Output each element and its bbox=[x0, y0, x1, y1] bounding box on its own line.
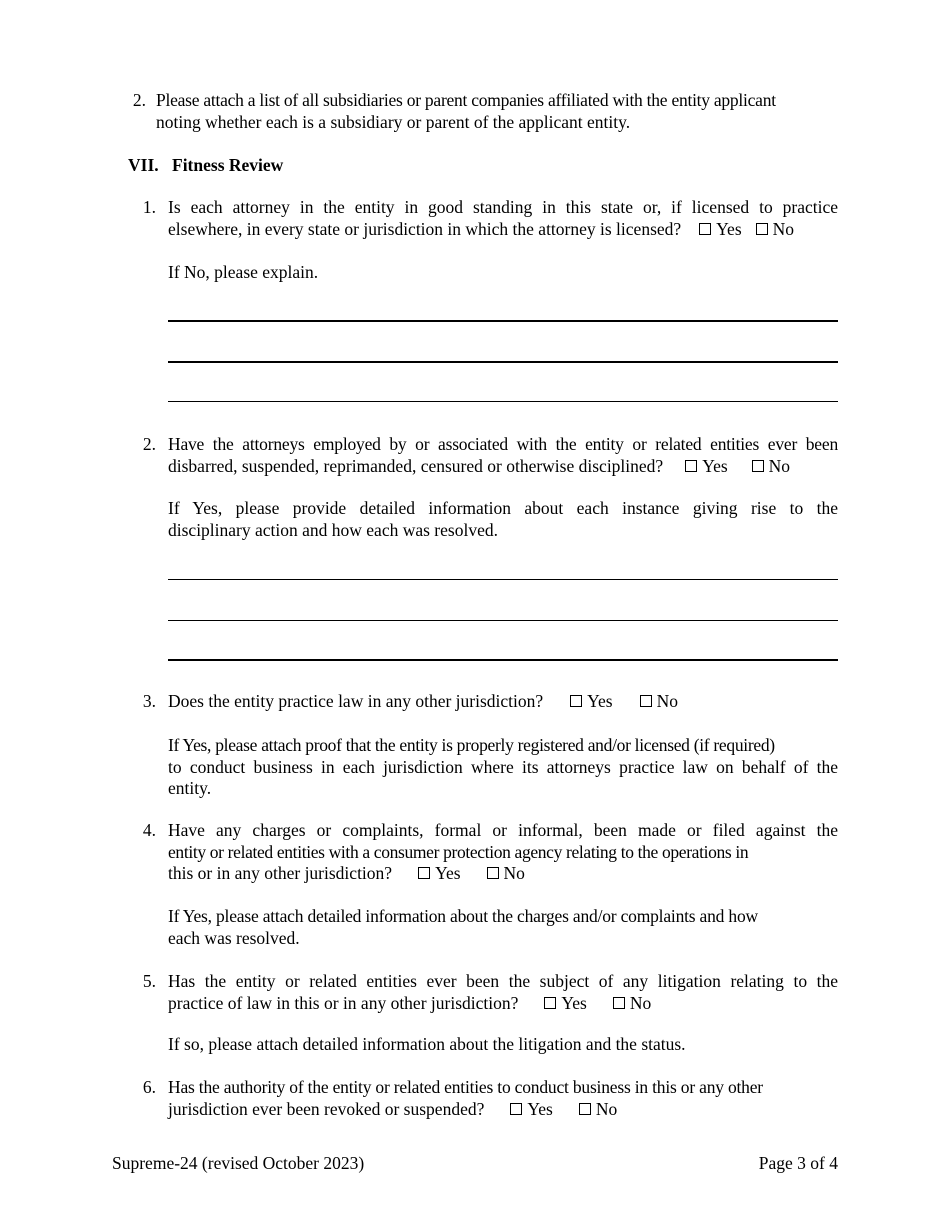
followup-line: If Yes, please provide detailed information about each instance giving rise to the bbox=[168, 498, 838, 518]
followup-line: entity. bbox=[168, 778, 212, 798]
question-number: 6. bbox=[142, 1077, 156, 1097]
yes-label: Yes bbox=[561, 992, 587, 1013]
yes-label: Yes bbox=[587, 691, 613, 711]
question-line: entity or related entities with a consumer protection agency relating to the operations in bbox=[168, 841, 749, 862]
question-line: Have the attorneys employed by or associated with the entity or related entities ever been bbox=[168, 434, 838, 454]
page-number: Page 3 of 4 bbox=[758, 1153, 838, 1173]
followup-text bbox=[168, 735, 838, 800]
answer-line[interactable] bbox=[168, 361, 838, 363]
form-identifier: Supreme-24 (revised October 2023) bbox=[112, 1153, 365, 1173]
question-line-text: Does the entity practice law in any other jurisdiction? bbox=[168, 691, 544, 711]
no-label: No bbox=[629, 992, 652, 1013]
no-label: No bbox=[595, 1098, 618, 1119]
question-line-text: practice of law in this or in any other jurisdiction? bbox=[168, 992, 519, 1013]
answer-line[interactable] bbox=[168, 320, 838, 322]
no-label: No bbox=[656, 691, 679, 711]
followup-text: If so, please attach detailed information about the litigation and the status. bbox=[168, 1034, 686, 1054]
section-numeral: VII. bbox=[128, 155, 159, 175]
question-2 bbox=[168, 434, 838, 477]
question-3 bbox=[168, 691, 838, 713]
question-line-text: this or in any other jurisdiction? bbox=[168, 863, 393, 883]
answer-line[interactable] bbox=[168, 620, 838, 621]
question-line-text: disbarred, suspended, reprimanded, censured or otherwise disciplined? bbox=[168, 455, 664, 476]
no-label: No bbox=[772, 218, 795, 239]
text-line: Please attach a list of all subsidiaries or parent companies affiliated with the entity applicant bbox=[156, 90, 776, 110]
yes-label: Yes bbox=[702, 455, 728, 476]
followup-line: each was resolved. bbox=[168, 927, 300, 948]
question-number: 5. bbox=[142, 971, 156, 991]
question-6 bbox=[168, 1077, 838, 1120]
question-line: Has the entity or related entities ever been the subject of any litigation relating to the bbox=[168, 971, 838, 991]
no-checkbox[interactable] bbox=[579, 1103, 591, 1115]
answer-line[interactable] bbox=[168, 579, 838, 580]
answer-line[interactable] bbox=[168, 659, 838, 661]
followup-text bbox=[168, 498, 838, 541]
question-number: 3. bbox=[142, 691, 156, 711]
yes-checkbox[interactable] bbox=[510, 1103, 522, 1115]
question-line bbox=[168, 1099, 838, 1121]
question-line bbox=[168, 863, 838, 885]
followup-line: If Yes, please attach detailed information about the charges and/or complaints and how bbox=[168, 906, 758, 926]
item-number: 2. bbox=[132, 90, 146, 110]
no-checkbox[interactable] bbox=[640, 695, 652, 707]
question-number: 4. bbox=[142, 820, 156, 840]
question-line bbox=[168, 456, 838, 478]
no-checkbox[interactable] bbox=[756, 223, 768, 235]
yes-checkbox[interactable] bbox=[685, 460, 697, 472]
followup-text: If No, please explain. bbox=[168, 262, 319, 282]
question-line bbox=[168, 219, 838, 241]
text-line: noting whether each is a subsidiary or parent of the applicant entity. bbox=[156, 111, 631, 132]
question-number: 1. bbox=[142, 197, 156, 217]
followup-line: If Yes, please attach proof that the entity is properly registered and/or licensed (if required) bbox=[168, 735, 775, 755]
yes-label: Yes bbox=[527, 1098, 553, 1119]
question-5 bbox=[168, 971, 838, 1014]
section-title: Fitness Review bbox=[172, 155, 284, 175]
no-label: No bbox=[503, 863, 525, 883]
followup-text bbox=[168, 906, 838, 949]
yes-label: Yes bbox=[435, 863, 461, 883]
question-line: Has the authority of the entity or related entities to conduct business in this or any other bbox=[168, 1077, 763, 1097]
yes-checkbox[interactable] bbox=[570, 695, 582, 707]
followup-line: to conduct business in each jurisdiction where its attorneys practice law on behalf of the bbox=[168, 756, 838, 777]
yes-checkbox[interactable] bbox=[544, 997, 556, 1009]
no-checkbox[interactable] bbox=[613, 997, 625, 1009]
question-number: 2. bbox=[142, 434, 156, 454]
question-line-text: elsewhere, in every state or jurisdiction in which the attorney is licensed? bbox=[168, 218, 682, 239]
question-4 bbox=[168, 820, 838, 885]
followup-line: disciplinary action and how each was resolved. bbox=[168, 519, 498, 540]
yes-label: Yes bbox=[716, 218, 742, 239]
attach-subsidiaries-text bbox=[156, 90, 840, 133]
answer-line[interactable] bbox=[168, 401, 838, 402]
question-line bbox=[168, 993, 838, 1015]
no-checkbox[interactable] bbox=[487, 867, 499, 879]
no-checkbox[interactable] bbox=[752, 460, 764, 472]
question-line: Have any charges or complaints, formal or informal, been made or filed against the bbox=[168, 820, 838, 840]
question-1 bbox=[168, 197, 838, 240]
no-label: No bbox=[768, 455, 791, 476]
question-line: Is each attorney in the entity in good standing in this state or, if licensed to practice bbox=[168, 197, 838, 217]
question-line-text: jurisdiction ever been revoked or suspended? bbox=[168, 1098, 485, 1119]
yes-checkbox[interactable] bbox=[418, 867, 430, 879]
yes-checkbox[interactable] bbox=[699, 223, 711, 235]
